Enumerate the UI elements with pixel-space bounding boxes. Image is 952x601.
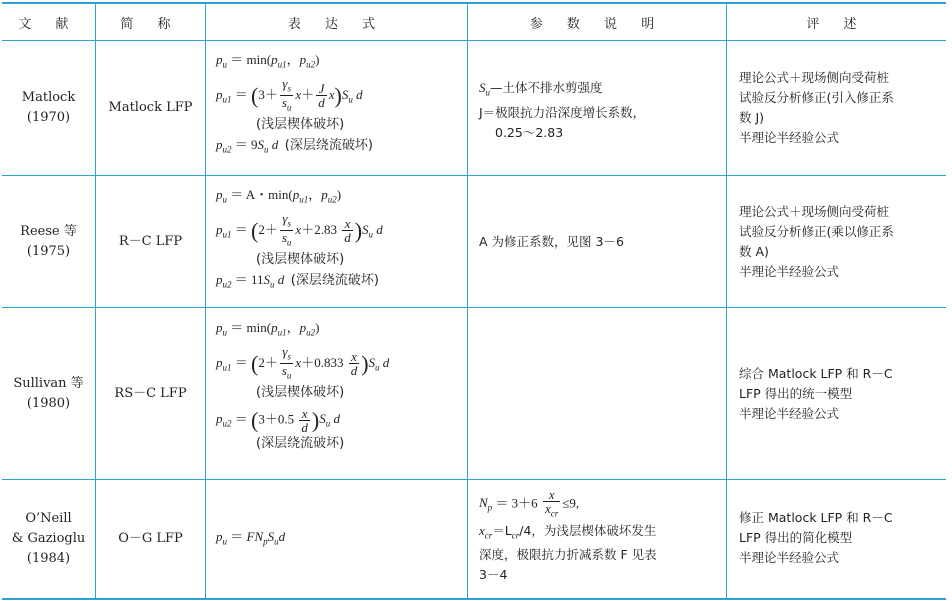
header-literature: 文 献 xyxy=(18,16,79,32)
row4-param-xcr-eq: ＝L xyxy=(492,522,512,538)
col-divider-4 xyxy=(726,4,727,598)
row4-abbrev: O－G LFP xyxy=(118,531,183,546)
row2-formula-shallow: (浅层楔体破坏) xyxy=(256,251,345,267)
row2-comment xyxy=(739,202,945,282)
row3-reference xyxy=(2,308,95,479)
row1-param-su: $S_u—$土体不排水剪强度 xyxy=(479,80,603,98)
row3-formula-line2: $p_{u1} = (2+$ $\frac{\gamma_s}{s_u}$ x＋0.833 $\frac{x}{d}$ )$S_u$ d xyxy=(216,343,390,381)
col-divider-3 xyxy=(467,4,468,598)
row2-comment-2: 试验反分析修正(乘以修正系 xyxy=(739,224,894,239)
row1-formula xyxy=(216,50,466,159)
row4-comment xyxy=(739,508,945,568)
row4-comment-2: LFP 得出的简化模型 xyxy=(739,530,853,545)
row1-param-j: J＝极限抗力沿深度增长系数， xyxy=(479,104,646,120)
row2-params xyxy=(479,232,725,252)
row3-ref-name: Sullivan 等 xyxy=(13,375,84,391)
row3-formula-min: min( xyxy=(246,320,272,335)
row4-ref-name2: & Gazioglu xyxy=(11,531,86,546)
row2-formula-line2: $p_{u1} = (2+$ $\frac{\gamma_s}{s_u}$ x＋2.83 $\frac{x}{d}$ )$S_u$ d xyxy=(216,210,383,248)
row3-formula-line4: $p_{u2} = (3+0.5$ $\frac{x}{d}$ )$S_u$ d xyxy=(216,405,340,435)
row3-formula xyxy=(216,318,466,454)
header-abbrev: 简 称 xyxy=(120,16,181,32)
row1-formula-coef2: 9 xyxy=(251,136,258,152)
row2-reference xyxy=(2,176,95,307)
row2-comment-1: 理论公式＋现场侧向受荷桩 xyxy=(739,204,890,219)
row2-formula-line4: $p_{u2} = 11S_u$ d (深层绕流破坏) xyxy=(216,271,379,290)
row1-params xyxy=(479,78,725,143)
row2-comment-4: 半理论半经验公式 xyxy=(739,264,840,279)
col-divider-2 xyxy=(205,4,206,598)
row1-formula-deep: (深层绕流破坏) xyxy=(284,137,373,153)
row1-param-range: 0.25～2.83 xyxy=(495,124,564,140)
row1-param-su-text: —土体不排水剪强度 xyxy=(490,80,603,95)
row1-reference xyxy=(2,41,95,175)
row1-abbrev: Matlock LFP xyxy=(108,100,193,115)
row1-comment-4: 半理论半经验公式 xyxy=(739,130,840,145)
row1-comment-2: 试验反分析修正(引入修正系 xyxy=(739,90,894,105)
row1-formula-line2: $p_{u1} = (3+$ $\frac{\gamma_s}{s_u}$ x＋ $\frac{J}{d}$ $x)S_u$ d xyxy=(216,75,363,113)
row1-ref-year: (1970) xyxy=(26,110,71,125)
row3-abbrev: RS－C LFP xyxy=(114,385,187,401)
row4-formula-line1: $p_u = FN_pS_ud$ xyxy=(216,528,286,547)
row1-formula-line4: $p_{u2} = 9S_u$ d (深层绕流破坏) xyxy=(216,136,373,155)
header-comment: 评 述 xyxy=(806,16,867,32)
row1-comment-1: 理论公式＋现场侧向受荷桩 xyxy=(739,70,890,85)
row4-ref-year: (1984) xyxy=(26,551,71,566)
header-params: 参 数 说 明 xyxy=(529,16,665,32)
row3-formula-coef3: 0.5 xyxy=(277,411,295,427)
row3-formula-line1: $p_u = \min(p_{u1}$，$p_{u2}$) xyxy=(216,320,320,338)
row4-param-table: 3－4 xyxy=(479,567,508,583)
row2-ref-year: (1975) xyxy=(26,243,71,259)
row1-formula-min: min( xyxy=(246,52,272,67)
row1-comment-3: 数 J) xyxy=(739,110,765,125)
row2-ref-name: Reese 等 xyxy=(20,223,77,239)
row1-formula-shallow: (浅层楔体破坏) xyxy=(256,116,345,132)
row4-params xyxy=(479,488,725,585)
row2-comment-3: 数 A) xyxy=(739,244,769,259)
row1-comment xyxy=(739,68,945,148)
row2-formula-deep: (深层绕流破坏) xyxy=(290,272,379,288)
row3-ref-year: (1980) xyxy=(26,395,71,411)
row4-comment-3: 半理论半经验公式 xyxy=(739,550,840,565)
row4-param-np: $N_p = 3+6$ $\frac{x}{x_{cr}}$ ≤9, xyxy=(479,487,580,519)
row4-reference xyxy=(2,480,95,598)
row2-formula-min: A・min( xyxy=(245,187,293,202)
row2-formula-coef: 2.83 xyxy=(314,221,337,237)
row1-ref-name: Matlock xyxy=(21,90,76,105)
row4-param-depth: 深度，极限抗力折减系数 F 见表 xyxy=(479,547,657,563)
row4-param-xcr-text: /4，为浅层楔体破坏发生 xyxy=(519,522,657,538)
row3-comment-1: 综合 Matlock LFP 和 R－C xyxy=(739,366,893,381)
row3-comment xyxy=(739,364,945,424)
row3-comment-3: 半理论半经验公式 xyxy=(739,406,840,421)
row3-formula-coef: 0.833 xyxy=(314,354,344,370)
row4-param-xcr: $x_{cr}=L_{cr}/4$，为浅层楔体破坏发生 xyxy=(479,522,657,541)
bottom-rule xyxy=(2,598,946,600)
row4-ref-name: O’Neill xyxy=(25,511,72,526)
row4-formula-fn: FN xyxy=(246,528,264,544)
header-expression: 表 达 式 xyxy=(287,16,386,32)
row1-formula-line1: $p_u = \min(p_{u1}$，$p_{u2}$) xyxy=(216,52,320,70)
row2-param-a: A 为修正系数，见图 3－6 xyxy=(479,234,624,249)
row4-param-np-limit: ≤9, xyxy=(562,495,580,511)
row2-formula-coef2: 11 xyxy=(251,271,264,287)
row2-abbrev: R－C LFP xyxy=(118,233,183,249)
row3-formula-shallow: (浅层楔体破坏) xyxy=(256,384,345,400)
row2-formula xyxy=(216,185,466,294)
row3-formula-deep: (深层绕流破坏) xyxy=(256,435,345,451)
row4-comment-1: 修正 Matlock LFP 和 R－C xyxy=(739,510,893,525)
row3-comment-2: LFP 得出的统一模型 xyxy=(739,386,853,401)
row4-formula xyxy=(216,480,285,598)
row2-formula-line1: $p_u = A$・$\min(p_{u1}$，$p_{u2}$) xyxy=(216,187,342,205)
